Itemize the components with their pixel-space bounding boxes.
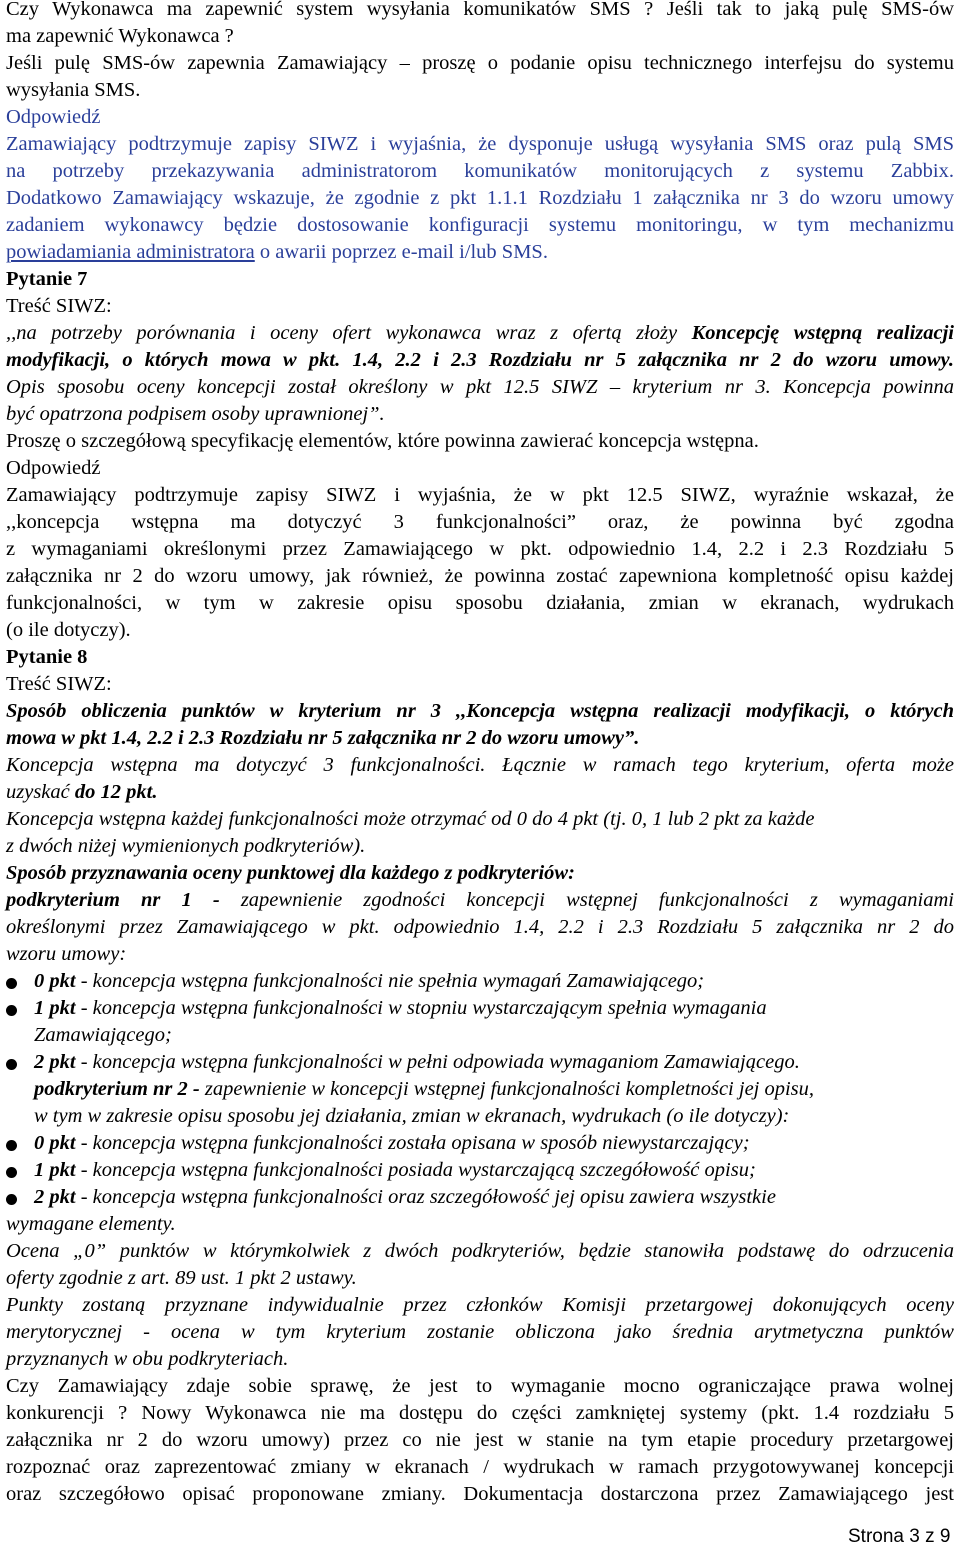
answer-text: (o ile dotyczy). <box>6 619 131 641</box>
question-text: rozpoznać oraz zaprezentować zmiany w ekranach / wydrukach w ramach przygotowywanej koncepcji <box>6 1456 954 1478</box>
siwz-quote: określonymi przez Zamawiającego w pkt. odpowiednio 1.4, 2.2 i 2.3 Rozdziału 5 załącznika nr 2 do <box>6 916 954 938</box>
list-item-text: - koncepcja wstępna funkcjonalności posiada wystarczającą szczegółowość opisu; <box>75 1159 756 1181</box>
siwz-quote: z dwóch niżej wymienionych podkryteriów). <box>6 835 366 857</box>
siwz-quote-part: ,,na potrzeby porównania i oceny ofert wykonawca wraz z ofertą złoży <box>6 322 692 344</box>
siwz-quote: być opatrzona podpisem osoby uprawnionej”. <box>6 403 385 425</box>
question-heading: Pytanie 7 <box>6 268 88 290</box>
answer-heading: Odpowiedź <box>6 457 101 479</box>
siwz-quote: Ocena „0” punktów w którymkolwiek z dwóch podkryteriów, będzie stanowiła podstawę do odrzucenia <box>6 1240 954 1262</box>
question-text: Czy Wykonawca ma zapewnić system wysyłania komunikatów SMS ? Jeśli tak to jaką pulę SMS-ów <box>6 0 954 20</box>
list-item-text: - koncepcja wstępna funkcjonalności oraz szczegółowość jej opisu zawiera wszystkie <box>75 1186 776 1208</box>
answer-text-tail: o awarii poprzez e-mail i/lub SMS. <box>254 241 548 263</box>
answer-text: z wymaganiami określonymi przez Zamawiającego w pkt. odpowiednio 1.4, 2.2 i 2.3 Rozdziału 5 <box>6 538 954 560</box>
list-item <box>34 1184 776 1211</box>
subcriterion-label: podkryterium nr 2 - <box>34 1078 205 1100</box>
question-text: załącznika nr 2 do wzoru umowy) przez co nie jest w stanie na tym etapie procedury przetargowej <box>6 1429 954 1451</box>
question-text: Jeśli pulę SMS-ów zapewnia Zamawiający – proszę o podanie opisu technicznego interfejsu do systemu <box>6 52 954 74</box>
question-text: wysyłania SMS. <box>6 79 141 101</box>
question-heading: Pytanie 8 <box>6 646 88 668</box>
siwz-quote: Koncepcja wstępna każdej funkcjonalności może otrzymać od 0 do 4 pkt (tj. 0, 1 lub 2 pkt za każde <box>6 808 815 830</box>
list-item-text: - koncepcja wstępna funkcjonalności została opisana w sposób niewystarczający; <box>75 1132 750 1154</box>
answer-text: Zamawiający podtrzymuje zapisy SIWZ i wyjaśnia, że dysponuje usługą wysyłania SMS oraz pulą SMS <box>6 133 954 155</box>
list-item-text: - koncepcja wstępna funkcjonalności w stopniu wystarczającym spełnia wymagania <box>75 997 767 1019</box>
points-label: 1 pkt <box>34 1159 76 1181</box>
list-item-text: - koncepcja wstępna funkcjonalności nie spełnia wymagań Zamawiającego; <box>75 970 705 992</box>
siwz-label: Treść SIWZ: <box>6 295 112 317</box>
answer-text: Dodatkowo Zamawiający wskazuje, że zgodnie z pkt 1.1.1 Rozdziału 1 załącznika nr 3 do wzoru umowy <box>6 187 954 209</box>
answer-text: funkcjonalności, w tym w zakresie opisu sposobu działania, zmian w ekranach, wydrukach <box>6 592 954 614</box>
page-number: Strona 3 z 9 <box>848 1526 951 1547</box>
siwz-quote-bold: Sposób przyznawania oceny punktowej dla każdego z podkryteriów: <box>6 862 575 884</box>
subcriterion-text: zapewnienie w koncepcji wstępnej funkcjonalności kompletności jej opisu, <box>204 1078 815 1100</box>
answer-text: Zamawiający podtrzymuje zapisy SIWZ i wyjaśnia, że w pkt 12.5 SIWZ, wyraźnie wskazał, że <box>6 484 954 506</box>
answer-text: zadaniem wykonawcy będzie dostosowanie konfiguracji systemu monitoringu, w tym mechanizmu <box>6 214 954 236</box>
siwz-quote: Punkty zostaną przyznane indywidualnie przez członków Komisji przetargowej dokonujących oceny <box>6 1294 954 1316</box>
siwz-label: Treść SIWZ: <box>6 673 112 695</box>
list-item <box>34 1049 800 1076</box>
siwz-quote-bold: do 12 pkt. <box>74 781 158 803</box>
answer-text <box>6 239 548 266</box>
list-item-text: wymagane elementy. <box>6 1213 176 1235</box>
bullet-icon <box>6 1140 17 1151</box>
bullet-icon <box>6 978 17 989</box>
points-label: 1 pkt <box>34 997 76 1019</box>
siwz-quote: przyznanych w obu podkryteriach. <box>6 1348 289 1370</box>
siwz-quote <box>6 320 954 347</box>
bullet-icon <box>6 1194 17 1205</box>
subcriterion-text: w tym w zakresie opisu sposobu jej działania, zmian w ekranach, wydrukach (o ile dotyczy): <box>34 1105 790 1127</box>
answer-text: na potrzeby przekazywania administratorom komunikatów monitorujących z systemu Zabbix. <box>6 160 954 182</box>
siwz-quote: wzoru umowy: <box>6 943 127 965</box>
siwz-quote-bold: modyfikacji, o których mowa w pkt. 1.4, 2.2 i 2.3 Rozdziału nr 5 załącznika nr 2 do wzoru umowy. <box>6 349 954 371</box>
subcriterion-label: podkryterium nr 1 - <box>6 889 241 911</box>
underlined-phrase: powiadamiania administratora <box>6 241 255 263</box>
siwz-quote-part: uzyskać <box>6 781 75 803</box>
question-text: oraz szczegółowo opisać proponowane zmiany. Dokumentacja dostarczona przez Zamawiającego jest <box>6 1483 954 1505</box>
points-label: 0 pkt <box>34 1132 76 1154</box>
siwz-quote: Opis sposobu oceny koncepcji został określony w pkt 12.5 SIWZ – kryterium nr 3. Koncepcja powinna <box>6 376 954 398</box>
list-item <box>34 1130 750 1157</box>
answer-text: ,,koncepcja wstępna ma dotyczyć 3 funkcjonalności” oraz, że powinna być zgodna <box>6 511 954 533</box>
points-label: 2 pkt <box>34 1051 76 1073</box>
siwz-quote: Koncepcja wstępna ma dotyczyć 3 funkcjonalności. Łącznie w ramach tego kryterium, oferta może <box>6 754 954 776</box>
bullet-icon <box>6 1005 17 1016</box>
subcriterion-text: zapewnienie zgodności koncepcji wstępnej funkcjonalności z wymaganiami <box>240 889 954 911</box>
list-item <box>34 1157 756 1184</box>
siwz-quote: merytorycznej - ocena w tym kryterium zostanie obliczona jako średnia arytmetyczna punktów <box>6 1321 954 1343</box>
bullet-icon <box>6 1059 17 1070</box>
siwz-quote-bold: mowa w pkt 1.4, 2.2 i 2.3 Rozdziału nr 5 załącznika nr 2 do wzoru umowy”. <box>6 727 640 749</box>
question-text: konkurencji ? Nowy Wykonawca nie ma dostępu do części zamkniętej systemy (pkt. 1.4 rozdziału 5 <box>6 1402 954 1424</box>
points-label: 2 pkt <box>34 1186 76 1208</box>
list-item <box>34 995 767 1022</box>
siwz-quote: oferty zgodnie z art. 89 ust. 1 pkt 2 ustawy. <box>6 1267 357 1289</box>
question-text: ma zapewnić Wykonawca ? <box>6 25 234 47</box>
siwz-quote-bold: Sposób obliczenia punktów w kryterium nr 3 ,,Koncepcja wstępna realizacji modyfikacji, o których <box>6 700 954 722</box>
bullet-icon <box>6 1167 17 1178</box>
subcriterion-heading <box>6 887 954 914</box>
list-item <box>34 968 704 995</box>
list-item-text: Zamawiającego; <box>34 1024 172 1046</box>
answer-text: załącznika nr 2 do wzoru umowy, jak również, że powinna zostać zapewniona kompletność opisu każdej <box>6 565 954 587</box>
question-text: Proszę o szczegółową specyfikację elementów, które powinna zawierać koncepcja wstępna. <box>6 430 759 452</box>
answer-heading: Odpowiedź <box>6 106 101 128</box>
siwz-quote <box>6 779 157 806</box>
siwz-quote-bold: Koncepcję wstępną realizacji <box>691 322 954 344</box>
list-item-text: - koncepcja wstępna funkcjonalności w pełni odpowiada wymaganiom Zamawiającego. <box>75 1051 800 1073</box>
subcriterion-heading <box>34 1076 954 1103</box>
points-label: 0 pkt <box>34 970 76 992</box>
question-text: Czy Zamawiający zdaje sobie sprawę, że jest to wymaganie mocno ograniczające prawa wolnej <box>6 1375 954 1397</box>
